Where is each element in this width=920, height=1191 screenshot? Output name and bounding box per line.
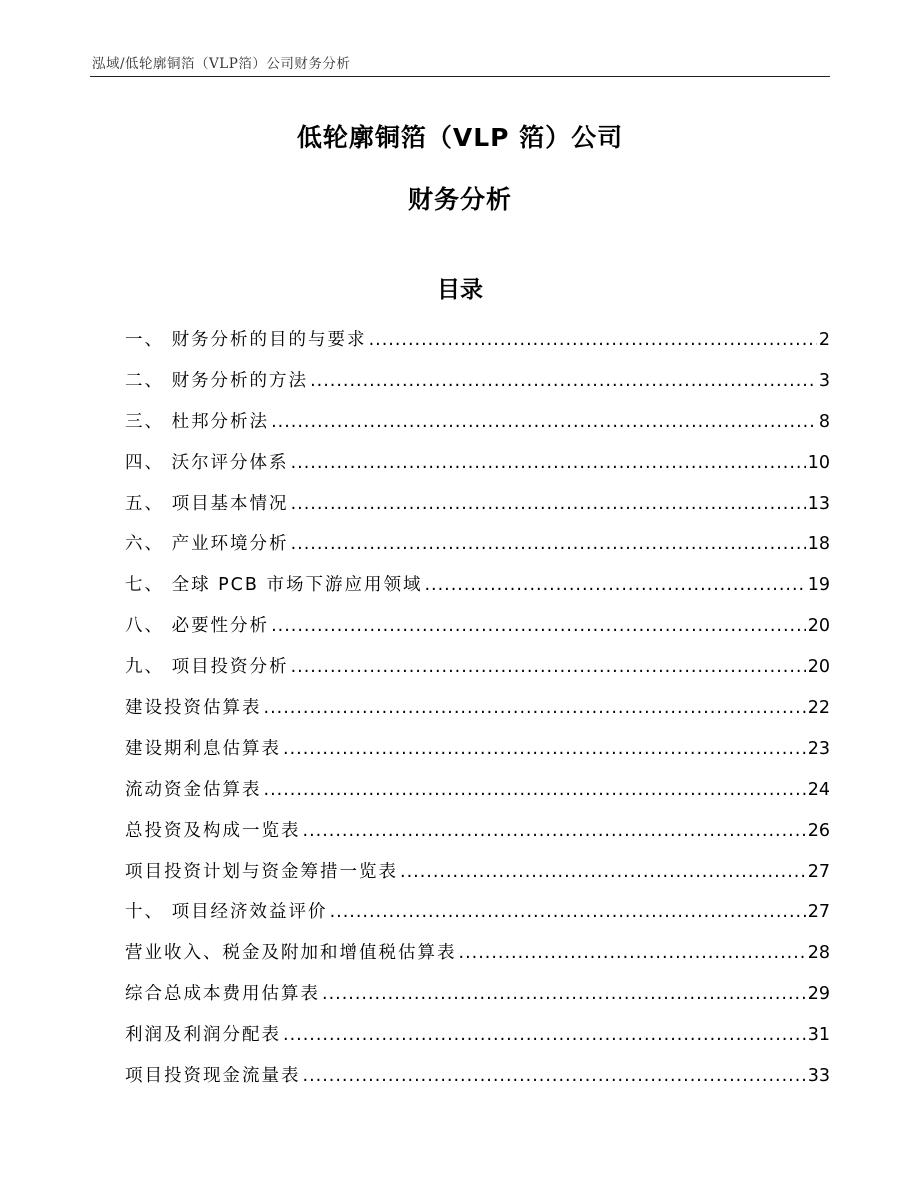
- toc-dot-leader: [369, 320, 817, 361]
- toc-entry[interactable]: [125, 402, 830, 443]
- toc-dot-leader: [459, 933, 806, 974]
- toc-dot-leader: [283, 1015, 806, 1056]
- toc-dot-leader: [264, 688, 806, 729]
- toc-entry[interactable]: [125, 933, 830, 974]
- toc-entry-label: 项目投资计划与资金筹措一览表: [125, 861, 398, 882]
- toc-dot-leader: [400, 852, 806, 893]
- toc-page-number: 27: [807, 861, 830, 882]
- toc-entry-label: 综合总成本费用估算表: [125, 984, 320, 1005]
- toc-page-number: 29: [807, 984, 830, 1005]
- document-subtitle: 财务分析: [407, 185, 512, 214]
- toc-page-number: 13: [807, 493, 830, 514]
- toc-entry[interactable]: [125, 361, 830, 402]
- toc-page-number: 26: [807, 820, 830, 841]
- toc-entry-label: 三、 杜邦分析法: [125, 411, 270, 432]
- toc-page-number: 23: [807, 738, 830, 759]
- running-header: 泓域/低轮廓铜箔（VLP箔）公司财务分析: [92, 56, 351, 72]
- toc-entry[interactable]: [125, 852, 830, 893]
- toc-page-number: 24: [807, 779, 830, 800]
- toc-page-number: 19: [807, 575, 830, 596]
- toc-page-number: 22: [807, 698, 830, 719]
- toc-entry-label: 建设投资估算表: [125, 698, 262, 719]
- toc-entry[interactable]: [125, 729, 830, 770]
- toc-page-number: 10: [807, 452, 830, 473]
- toc-entry[interactable]: [125, 770, 830, 811]
- toc-dot-leader: [330, 892, 806, 933]
- document-title: 低轮廓铜箔（VLP 箔）公司: [296, 123, 624, 152]
- toc-entry-label: 项目投资现金流量表: [125, 1066, 301, 1087]
- toc-entry[interactable]: [125, 524, 830, 565]
- toc-entry[interactable]: [125, 1015, 830, 1056]
- toc-entry[interactable]: [125, 647, 830, 688]
- toc-dot-leader: [291, 443, 806, 484]
- toc-entry[interactable]: [125, 443, 830, 484]
- toc-dot-leader: [291, 524, 806, 565]
- toc-entry[interactable]: [125, 606, 830, 647]
- header-divider: [90, 76, 830, 77]
- toc-page-number: 33: [807, 1066, 830, 1087]
- toc-entry[interactable]: [125, 1056, 830, 1097]
- toc-entry-label: 二、 财务分析的方法: [125, 370, 309, 391]
- toc-page-number: 28: [807, 943, 830, 964]
- toc-page-number: 20: [807, 657, 830, 678]
- toc-dot-leader: [271, 402, 817, 443]
- toc-dot-leader: [264, 770, 806, 811]
- toc-entry[interactable]: [125, 974, 830, 1015]
- toc-entry-label: 六、 产业环境分析: [125, 534, 289, 555]
- toc-page-number: 2: [818, 330, 830, 350]
- table-of-contents: [125, 320, 830, 1097]
- toc-dot-leader: [424, 565, 805, 606]
- toc-dot-leader: [303, 811, 806, 852]
- toc-dot-leader: [322, 974, 806, 1015]
- toc-entry[interactable]: [125, 688, 830, 729]
- toc-entry-label: 十、 项目经济效益评价: [125, 902, 328, 923]
- toc-entry[interactable]: [125, 565, 830, 606]
- toc-entry-label: 七、 全球 PCB 市场下游应用领域: [125, 575, 423, 596]
- toc-dot-leader: [310, 361, 817, 402]
- toc-dot-leader: [303, 1056, 806, 1097]
- toc-heading: 目录: [437, 277, 483, 303]
- toc-entry-label: 营业收入、税金及附加和增值税估算表: [125, 943, 457, 964]
- toc-entry-label: 建设期利息估算表: [125, 738, 281, 759]
- toc-dot-leader: [283, 729, 806, 770]
- toc-page-number: 8: [818, 411, 830, 432]
- toc-entry-label: 四、 沃尔评分体系: [125, 452, 289, 473]
- toc-entry-label: 利润及利润分配表: [125, 1025, 281, 1046]
- toc-page-number: 18: [807, 534, 830, 555]
- toc-entry-label: 流动资金估算表: [125, 779, 262, 800]
- toc-dot-leader: [291, 484, 806, 525]
- toc-dot-leader: [271, 606, 806, 647]
- toc-page-number: 31: [807, 1025, 830, 1046]
- toc-page-number: 3: [818, 370, 830, 391]
- toc-entry-label: 五、 项目基本情况: [125, 493, 289, 514]
- toc-entry[interactable]: [125, 484, 830, 525]
- toc-entry[interactable]: [125, 811, 830, 852]
- toc-entry-label: 八、 必要性分析: [125, 616, 270, 637]
- toc-page-number: 20: [807, 616, 830, 637]
- toc-page-number: 27: [807, 902, 830, 923]
- toc-entry-label: 总投资及构成一览表: [125, 820, 301, 841]
- toc-entry[interactable]: [125, 892, 830, 933]
- toc-dot-leader: [291, 647, 806, 688]
- toc-entry-label: 一、 财务分析的目的与要求: [125, 330, 367, 350]
- toc-entry[interactable]: [125, 320, 830, 361]
- toc-entry-label: 九、 项目投资分析: [125, 657, 289, 678]
